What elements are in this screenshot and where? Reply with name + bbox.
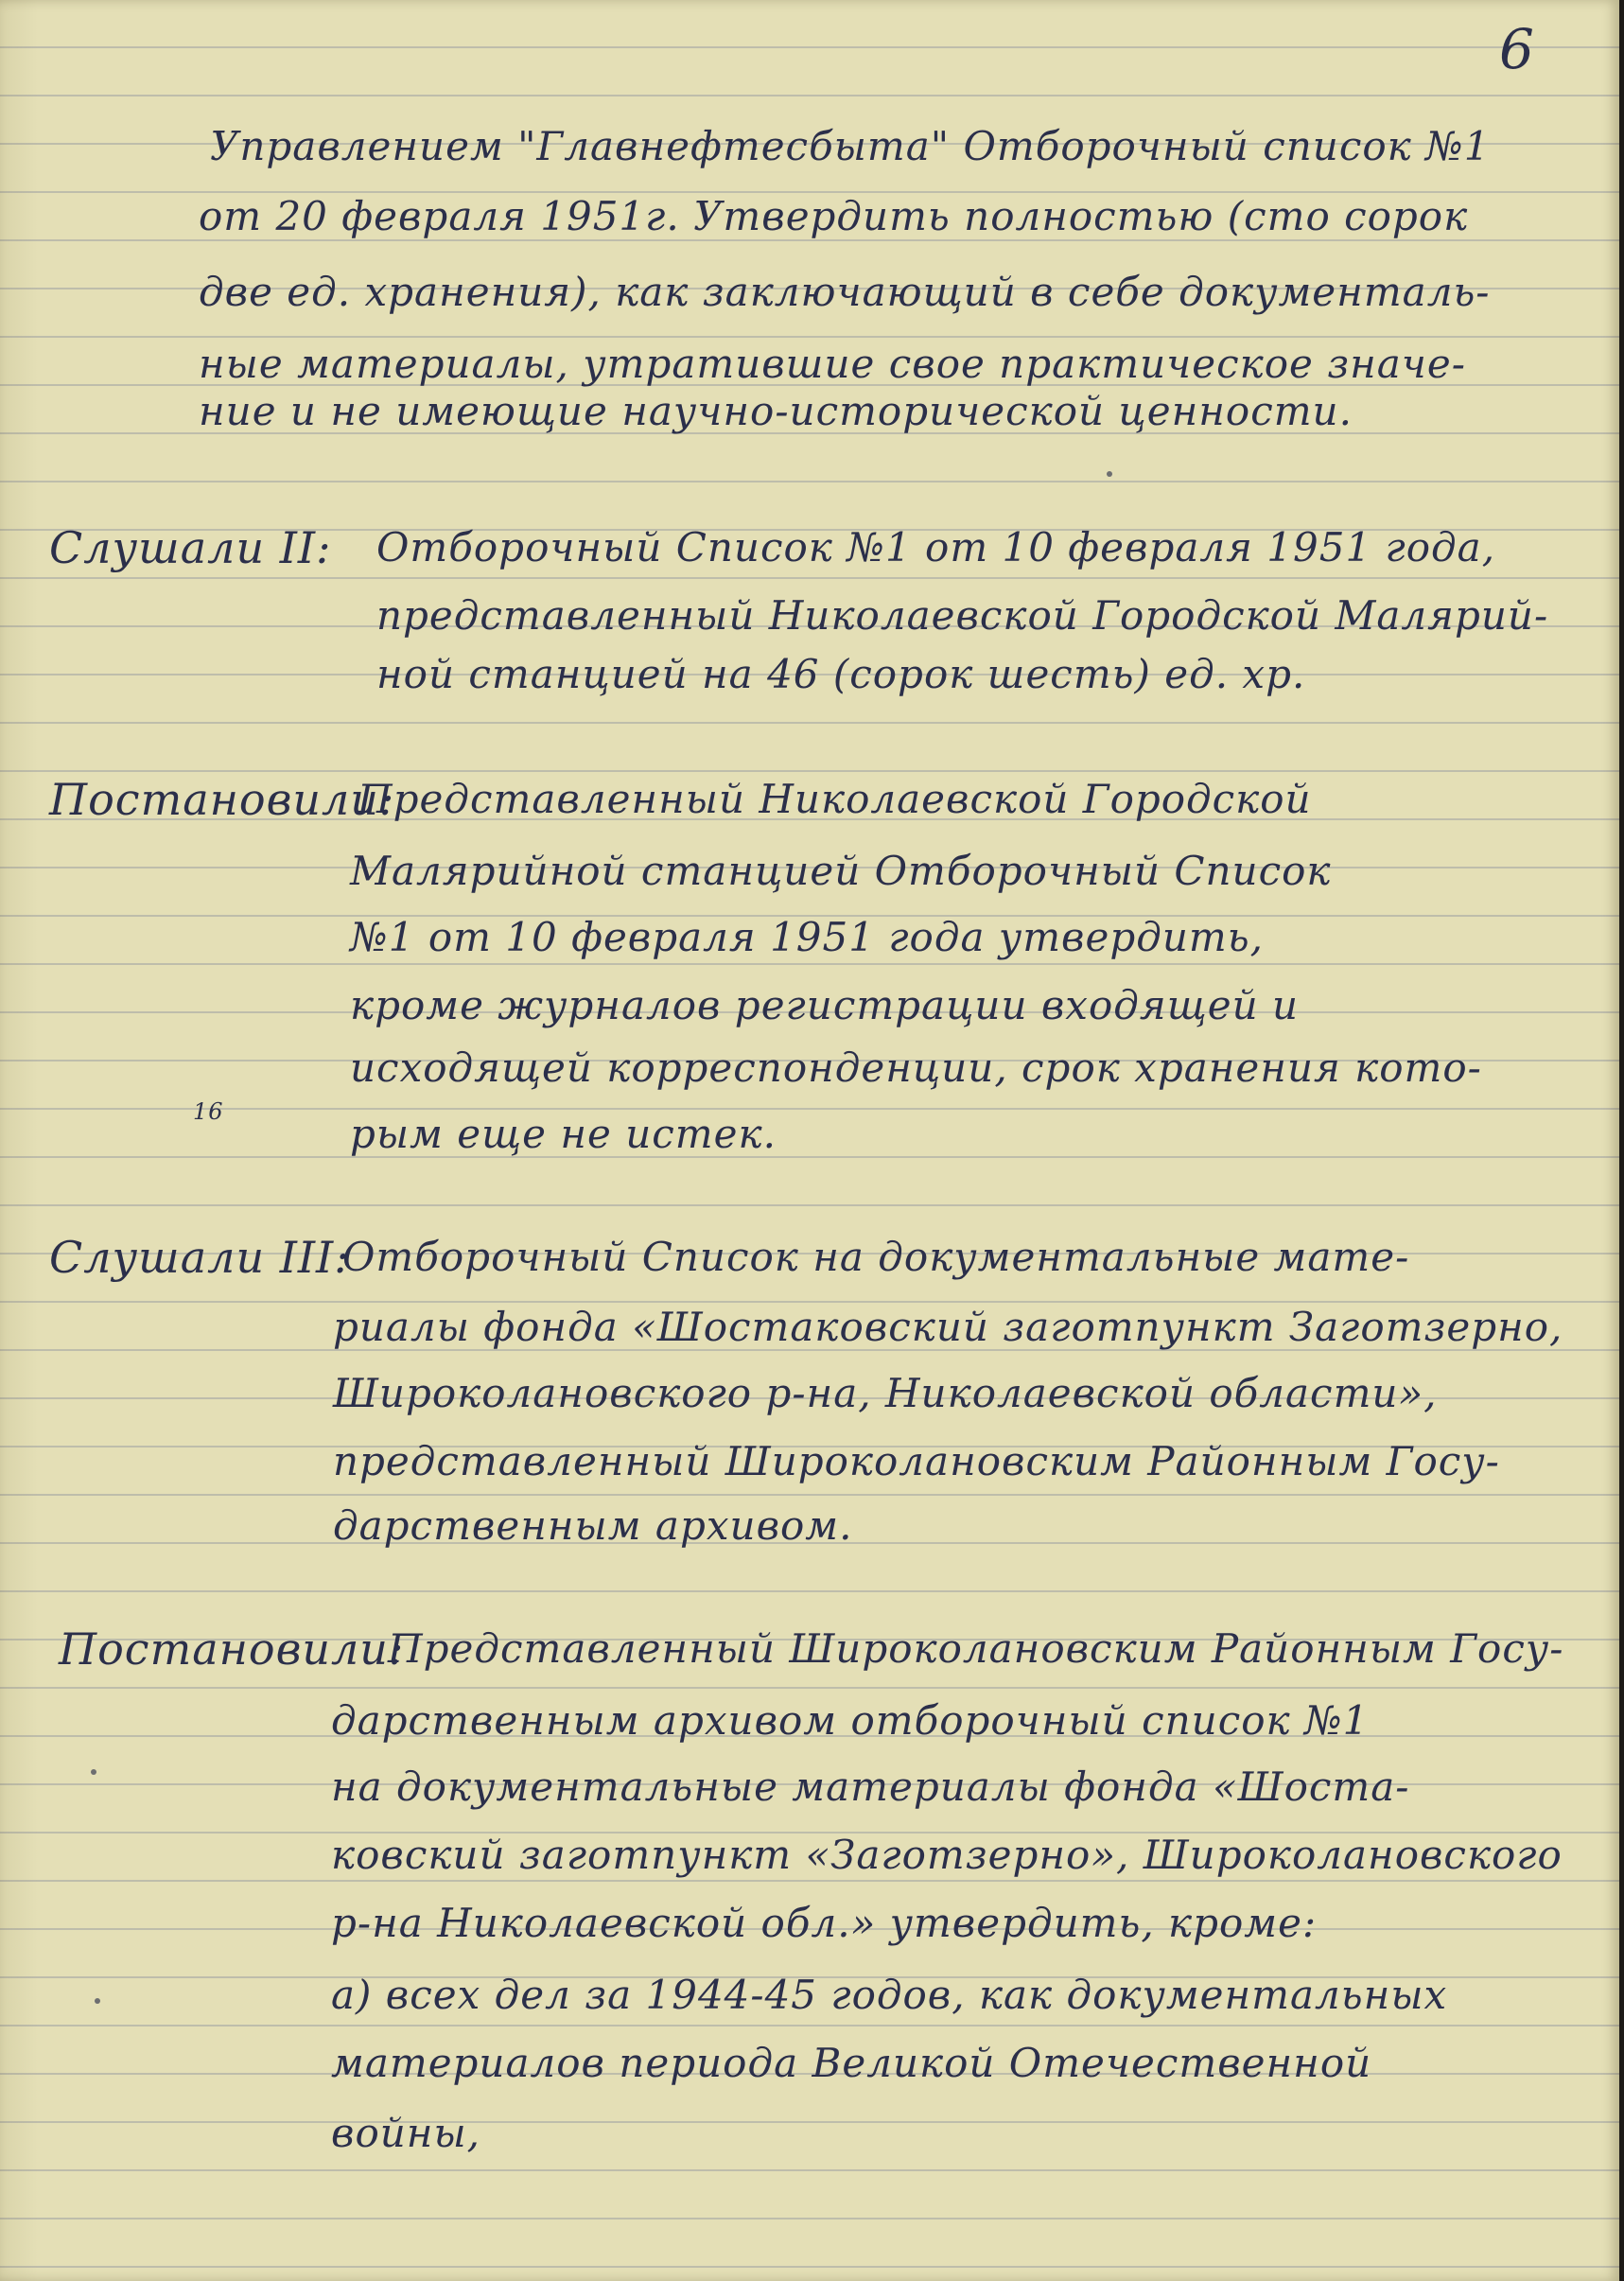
text-line: Отборочный Список №1 от 10 февраля 1951 года, xyxy=(376,524,1496,570)
text-line: представленный Николаевской Городской Малярий- xyxy=(376,592,1549,639)
text-line: Широколановского р-на, Николаевской области», xyxy=(333,1370,1438,1416)
section-label: Слушали III: xyxy=(49,1232,350,1283)
text-line: Представленный Широколановским Районным Госу- xyxy=(388,1625,1564,1672)
text-line: кроме журналов регистрации входящей и xyxy=(350,982,1300,1028)
section-label: Постановили: xyxy=(59,1623,405,1675)
text-line: Отборочный Список на документальные мате- xyxy=(342,1234,1410,1280)
text-line: риалы фонда «Шостаковский заготпункт Заготзерно, xyxy=(333,1304,1563,1350)
text-line: дарственным архивом отборочный список №1 xyxy=(331,1697,1370,1744)
text-line: Малярийной станцией Отборочный Список xyxy=(350,848,1332,894)
ink-speck xyxy=(95,1998,100,2004)
text-line: от 20 февраля 1951г. Утвердить полностью (сто сорок xyxy=(199,193,1469,239)
text-line: р-на Николаевской обл.» утвердить, кроме: xyxy=(331,1900,1318,1946)
text-line: представленный Широколановским Районным Госу- xyxy=(333,1438,1500,1484)
text-line: войны, xyxy=(331,2110,481,2156)
text-line: рым еще не истек. xyxy=(350,1111,777,1157)
text-line: дарственным архивом. xyxy=(333,1502,853,1549)
text-line: материалов периода Великой Отечественной xyxy=(331,2040,1372,2086)
text-line: ные материалы, утратившие свое практическое значе- xyxy=(199,341,1466,387)
page-number: 6 xyxy=(1499,17,1535,81)
text-line: а) всех дел за 1944-45 годов, как документальных xyxy=(331,1972,1448,2018)
text-line: Управлением "Главнефтесбыта" Отборочный список №1 xyxy=(210,123,1491,169)
text-line: ной станцией на 46 (сорок шесть) ед. хр. xyxy=(376,651,1306,697)
text-line: Представленный Николаевской Городской xyxy=(358,776,1312,822)
section-label: Постановили: xyxy=(49,774,395,825)
text-line: №1 от 10 февраля 1951 года утвердить, xyxy=(350,914,1264,960)
page-edge-shadow xyxy=(1619,0,1624,2281)
text-line: ковский заготпункт «Заготзерно», Широколановского xyxy=(331,1832,1563,1878)
text-line: исходящей корреспонденции, срок хранения кото- xyxy=(350,1044,1482,1091)
margin-mark: 16 xyxy=(193,1098,224,1125)
ink-speck xyxy=(91,1769,96,1775)
text-line: на документальные материалы фонда «Шоста- xyxy=(331,1763,1410,1810)
ink-speck xyxy=(1107,471,1112,477)
section-label: Слушали II: xyxy=(49,522,332,573)
text-line: две ед. хранения), как заключающий в себе документаль- xyxy=(199,269,1491,315)
text-line: ние и не имеющие научно-исторической ценности. xyxy=(199,388,1353,434)
